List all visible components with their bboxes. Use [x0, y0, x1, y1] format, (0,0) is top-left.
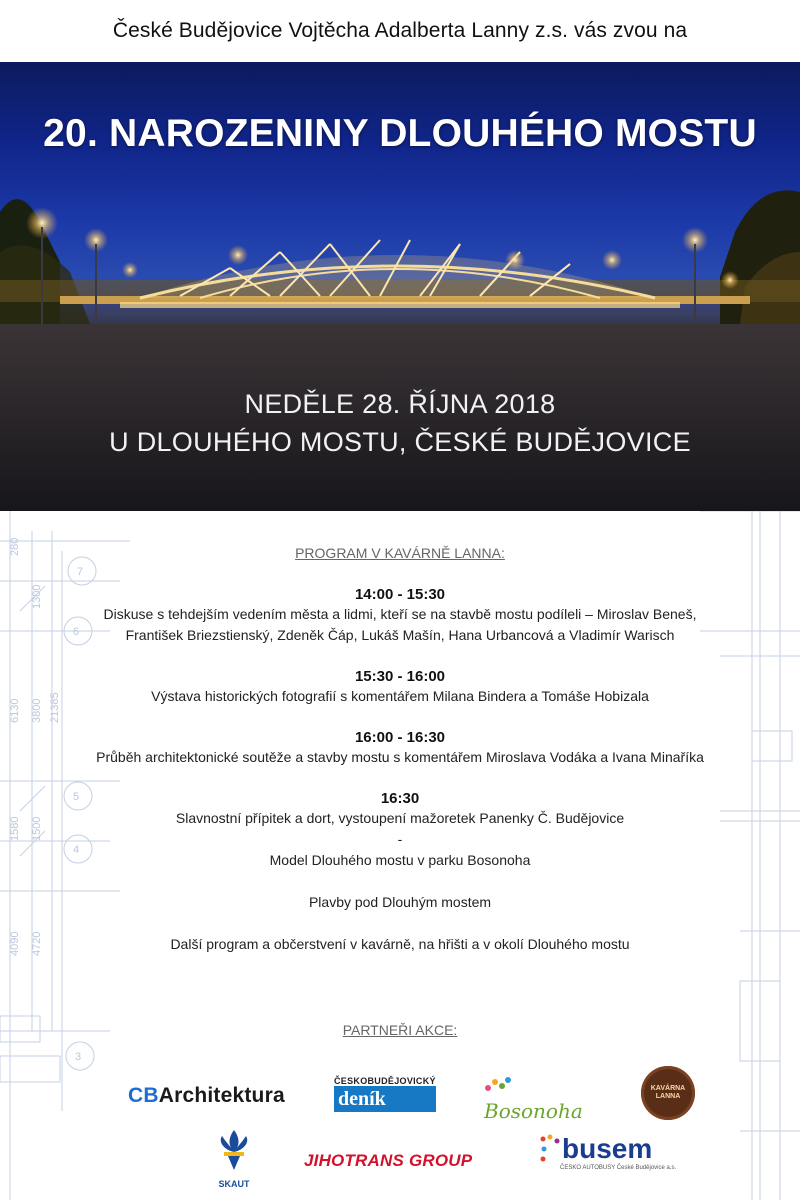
slot-description: František Briezstienský, Zdeněk Čáp, Lukáš Mašín, Hana Urbancová a Vladimír Warisch: [125, 627, 675, 643]
slot-separator: -: [397, 831, 403, 847]
skaut-label: SKAUT: [218, 1179, 250, 1189]
busem-logo: [538, 1133, 676, 1171]
footprints-icon: [484, 1076, 514, 1094]
slot-description: Diskuse s tehdejším vedením města a lidmi, kteří se na stavbě mostu podíleli – Miroslav Beneš,: [103, 606, 697, 622]
bosonoha-text: Bosonoha: [484, 1099, 583, 1123]
denik-name: deník: [334, 1086, 436, 1112]
blueprint-label: 5: [73, 791, 80, 803]
blueprint-label: 6130: [9, 698, 21, 723]
blueprint-label: 1300: [31, 584, 43, 609]
blueprint-label: 7: [77, 566, 84, 578]
kavarna-text: KAVÁRNA LANNA: [650, 1085, 686, 1100]
slot-description: Průběh architektonické soutěže a stavby mostu s komentářem Miroslava Vodáka a Ivana Minaříka: [96, 749, 704, 765]
invitation-line: České Budějovice Vojtěcha Adalberta Lanny z.s. vás zvou na: [112, 19, 688, 42]
program-slot: [0, 789, 800, 871]
event-place: U DLOUHÉHO MOSTU, ČESKÉ BUDĚJOVICE: [109, 427, 691, 457]
denik-top-label: ČESKOBUDĚJOVICKÝ: [334, 1076, 436, 1086]
slot-time: 16:00 - 16:30: [354, 729, 446, 746]
slot-time: 14:00 - 15:30: [354, 586, 446, 603]
slot-description: Slavnostní přípitek a dort, vystoupení mažoretek Panenky Č. Budějovice: [175, 810, 625, 826]
blueprint-label: 1580: [9, 816, 21, 841]
ceskobudejovicky-denik-logo: [334, 1076, 436, 1112]
blueprint-label: 1500: [31, 816, 43, 841]
cba-architektura-logo: [128, 1084, 285, 1108]
hero-banner: [0, 62, 800, 511]
event-title: 20. NAROZENINY DLOUHÉHO MOSTU: [43, 112, 757, 155]
lily-emblem-icon: [214, 1128, 254, 1172]
skaut-logo: [210, 1128, 258, 1189]
blueprint-label: 4: [73, 844, 80, 856]
blueprint-label: 21385: [49, 692, 61, 723]
slot-description: Model Dlouhého mostu v parku Bosonoha: [269, 852, 531, 868]
jihotrans-group-logo: JIHOTRANS GROUP: [304, 1151, 473, 1170]
busem-dots-icon: [538, 1133, 562, 1165]
blueprint-label: 6: [73, 626, 80, 638]
busem-name: busem: [562, 1133, 653, 1164]
cba-prefix: CB: [128, 1084, 159, 1107]
blueprint-label: 280: [9, 537, 21, 556]
event-date: NEDĚLE 28. ŘÍJNA 2018: [244, 389, 556, 419]
partners-heading: PARTNEŘI AKCE:: [342, 1022, 458, 1038]
program-slot: [0, 667, 800, 707]
program-slot: [0, 585, 800, 646]
program-extra: Plavby pod Dlouhým mostem: [308, 894, 492, 910]
program-extra: Další program a občerstvení v kavárně, na hřišti a v okolí Dlouhého mostu: [170, 936, 630, 952]
blueprint-label: 3800: [31, 698, 43, 723]
slot-time: 15:30 - 16:00: [354, 668, 446, 685]
cba-rest: Architektura: [158, 1084, 285, 1107]
program-section: [0, 545, 800, 955]
slot-description: Výstava historických fotografií s komentářem Milana Bindera a Tomáše Hobizala: [151, 688, 649, 704]
blueprint-label: 3: [75, 1051, 82, 1063]
slot-time: 16:30: [380, 790, 420, 807]
busem-subtitle: ČESKO AUTOBUSY České Budějovice a.s.: [560, 1165, 677, 1171]
bosonoha-logo: [484, 1076, 583, 1123]
kavarna-lanna-logo: [641, 1066, 695, 1120]
blueprint-label: 4720: [31, 931, 43, 956]
program-heading: PROGRAM V KAVÁRNĚ LANNA:: [295, 545, 505, 561]
blueprint-label: 4090: [9, 931, 21, 956]
program-slot: [0, 728, 800, 768]
